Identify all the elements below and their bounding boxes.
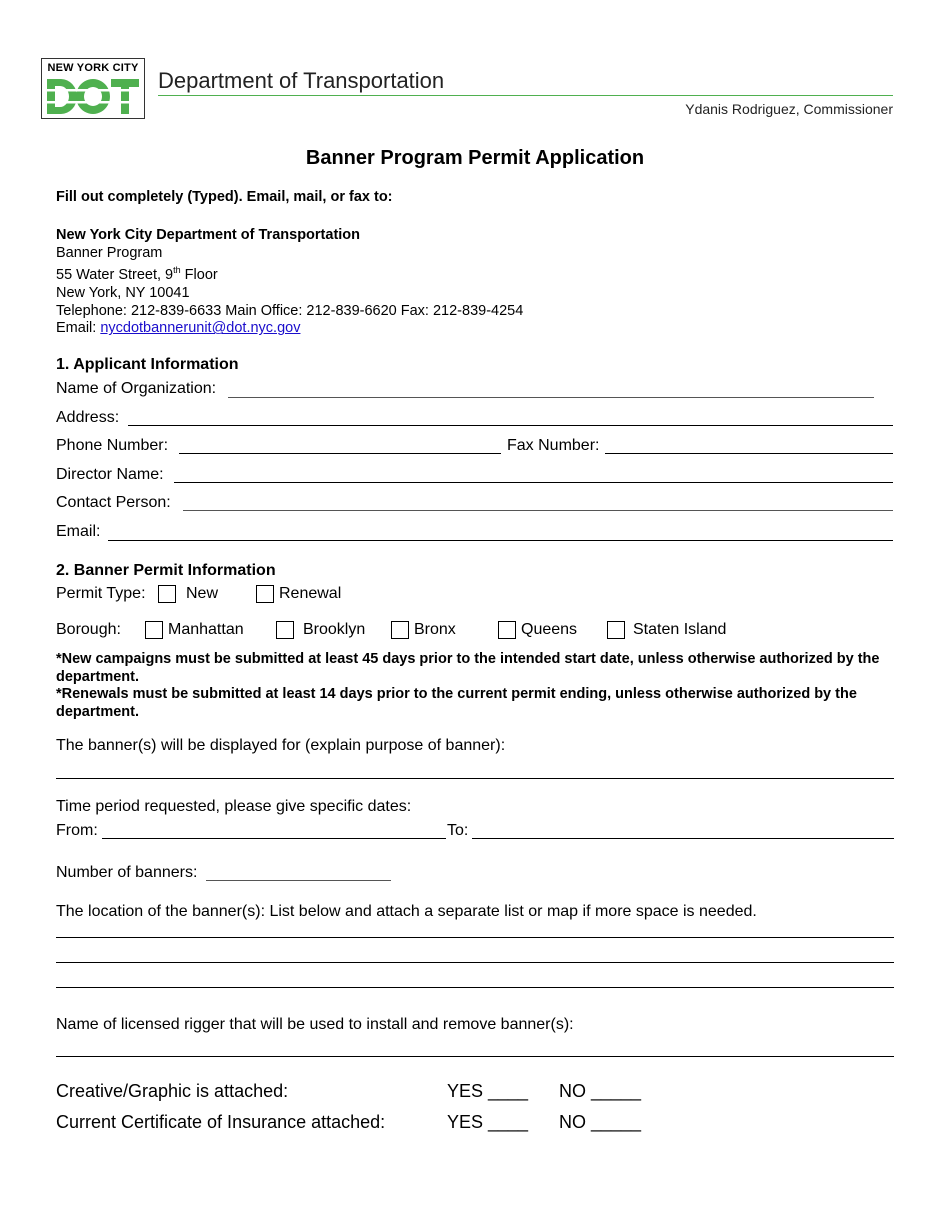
section1-heading: 1. Applicant Information [56, 356, 239, 373]
borough-brooklyn-checkbox[interactable] [276, 621, 294, 639]
fax-label: Fax Number: [507, 437, 600, 454]
email-label: Email: [56, 523, 101, 540]
from-field[interactable] [102, 838, 446, 839]
contact-label: Contact Person: [56, 494, 171, 511]
purpose-label: The banner(s) will be displayed for (explain purpose of banner): [56, 737, 506, 754]
address-street-sup: th [173, 265, 181, 276]
number-banners-field[interactable] [206, 880, 391, 881]
location-label: The location of the banner(s): List below and attach a separate list or map if more space is needed. [56, 903, 757, 920]
address-org: New York City Department of Transportation [56, 227, 361, 243]
borough-staten-island-checkbox[interactable] [607, 621, 625, 639]
mailing-address [56, 227, 523, 338]
to-label: To: [447, 822, 469, 839]
creative-no-field[interactable]: NO _____ [559, 1081, 642, 1101]
rigger-field[interactable] [56, 1056, 894, 1057]
instructions: Fill out completely (Typed). Email, mail, or fax to: [56, 189, 393, 205]
organization-field[interactable] [228, 397, 874, 398]
address-program: Banner Program [56, 244, 163, 261]
borough-brooklyn-label: Brooklyn [303, 621, 366, 638]
dot-logo-mark-icon [45, 77, 141, 116]
address-email-label: Email: [56, 320, 101, 337]
location-field-1[interactable] [56, 937, 894, 938]
address-email-row [56, 320, 523, 338]
address-phones: Telephone: 212-839-6633 Main Office: 212-839-6620 Fax: 212-839-4254 [56, 302, 524, 319]
borough-staten-island-label: Staten Island [633, 621, 727, 638]
fax-field[interactable] [605, 453, 893, 454]
phone-label: Phone Number: [56, 437, 169, 454]
email-link[interactable]: nycdotbannerunit@dot.nyc.gov [100, 320, 301, 337]
location-field-3[interactable] [56, 987, 894, 988]
page-title: Banner Program Permit Application [305, 147, 645, 169]
nyc-dot-logo [41, 58, 145, 119]
logo-text: NEW YORK CITY [47, 62, 139, 74]
creative-attached-label: Creative/Graphic is attached: [56, 1081, 289, 1101]
permit-new-checkbox[interactable] [158, 585, 176, 603]
permit-type-label: Permit Type: [56, 585, 146, 602]
borough-queens-checkbox[interactable] [498, 621, 516, 639]
borough-queens-label: Queens [521, 621, 578, 638]
insurance-yes-field[interactable]: YES ____ [447, 1112, 529, 1132]
address-field[interactable] [128, 425, 893, 426]
borough-label: Borough: [56, 621, 121, 638]
address-label: Address: [56, 409, 120, 426]
permit-renewal-label: Renewal [279, 585, 342, 602]
email-field[interactable] [108, 540, 893, 541]
section2-heading: 2. Banner Permit Information [56, 562, 276, 579]
from-label: From: [56, 822, 98, 839]
borough-bronx-label: Bronx [414, 621, 456, 638]
renewal-note: *Renewals must be submitted at least 14 days prior to the current permit ending, unless otherwise authorized by the department. [56, 686, 857, 720]
insurance-attached-label: Current Certificate of Insurance attached: [56, 1112, 386, 1132]
creative-yes-field[interactable]: YES ____ [447, 1081, 529, 1101]
address-city: New York, NY 10041 [56, 284, 190, 301]
header-divider [158, 95, 893, 96]
borough-bronx-checkbox[interactable] [391, 621, 409, 639]
address-street-floor: Floor [180, 267, 218, 284]
phone-field[interactable] [179, 453, 501, 454]
location-field-2[interactable] [56, 962, 894, 963]
borough-manhattan-label: Manhattan [168, 621, 244, 638]
permit-new-label: New [186, 585, 219, 602]
purpose-field[interactable] [56, 778, 894, 779]
permit-renewal-checkbox[interactable] [256, 585, 274, 603]
new-campaign-note: *New campaigns must be submitted at least 45 days prior to the intended start date, unless otherwise authorized by the department. [56, 651, 880, 685]
number-banners-label: Number of banners: [56, 864, 198, 881]
to-field[interactable] [472, 838, 894, 839]
commissioner-name: Ydanis Rodriguez, Commissioner [685, 101, 893, 117]
address-street [56, 262, 523, 285]
borough-manhattan-checkbox[interactable] [145, 621, 163, 639]
address-street-number: 55 Water Street, 9 [56, 267, 174, 284]
organization-label: Name of Organization: [56, 380, 217, 397]
insurance-no-field[interactable]: NO _____ [559, 1112, 642, 1132]
director-label: Director Name: [56, 466, 164, 483]
time-period-label: Time period requested, please give specific dates: [56, 798, 412, 815]
contact-field[interactable] [183, 510, 893, 511]
director-field[interactable] [174, 482, 893, 483]
department-name: Department of Transportation [158, 68, 445, 93]
rigger-label: Name of licensed rigger that will be used to install and remove banner(s): [56, 1016, 574, 1033]
